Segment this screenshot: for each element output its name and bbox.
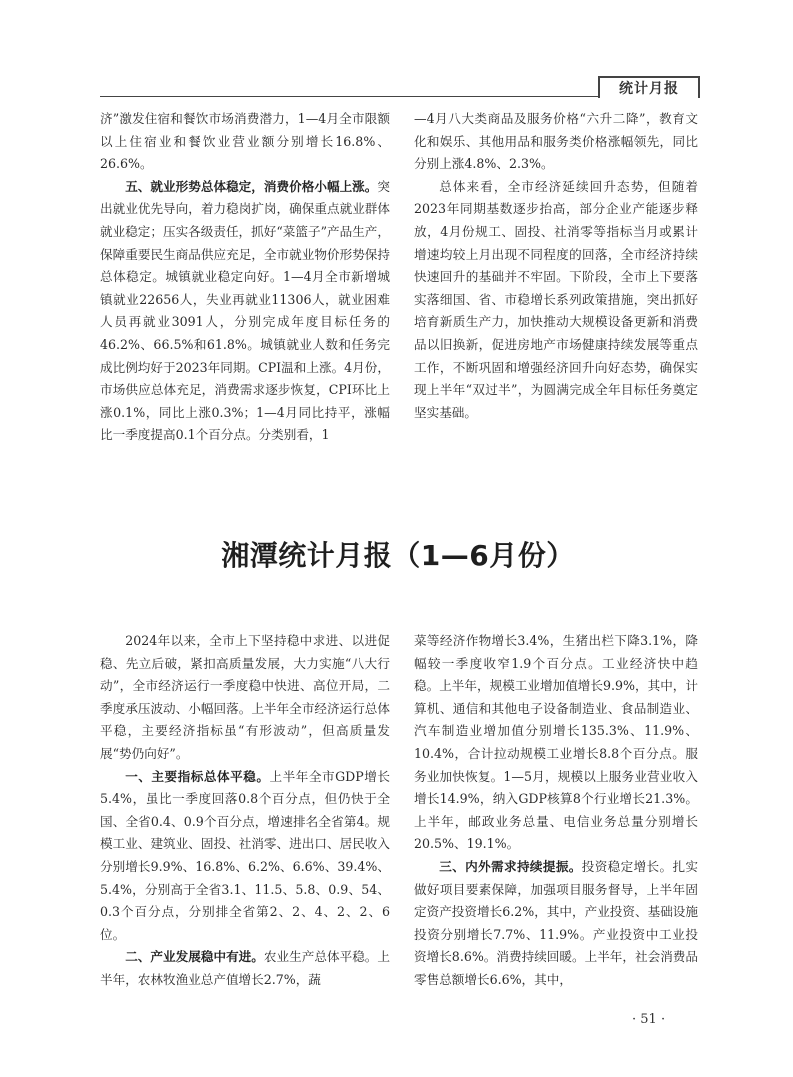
paragraph (414, 108, 698, 176)
bottom-left-column (100, 630, 390, 992)
paragraph (100, 630, 390, 766)
paragraph (414, 856, 698, 992)
paragraph-text: 农业生产总体平稳。上半年，农林牧渔业总产值增长2.7%，蔬 (100, 949, 391, 987)
top-right-column (414, 108, 698, 424)
page-number: · 51 · (632, 1012, 666, 1027)
section-heading: 五、就业形势总体稳定，消费价格小幅上涨。 (125, 178, 378, 194)
top-left-column (100, 108, 390, 447)
paragraph-text: 总体来看，全市经济延续回升态势，但随着2023年同期基数逐步抬高，部分企业产能逐步释放，4月份规工、固投、社消零等指标当月或累计增速均较上月出现不同程度的回落，全市经济持续快速回升的基础并不牢固。下阶段，全市上下要落实落细国、省、市稳增长系列政策措施，突出抓好培育新质生产力，加快推动大规模设备更新和消费品以旧换新，促进房地产市场健康持续发展等重点工作，不断巩固和增强经济回升向好态势，确保实现上半年“双过半”，为圆满完成全年目标任务奠定坚实基础。 (414, 178, 698, 420)
section-heading: 三、内外需求持续提振。 (439, 858, 582, 874)
paragraph (100, 946, 390, 991)
paragraph-text: 突出就业优先导向，着力稳岗扩岗，确保重点就业群体就业稳定；压实各级责任，抓好“菜篮子”产品生产，保障重要民生商品供应充足，全市就业物价形势保持总体稳定。城镇就业稳定向好。1—4月全市新增城镇就业22656人，失业再就业11306人，就业困难人员再就业3091人，分别完成年度目标任务的46.2%、66.5%和61.8%。城镇就业人数和任务完成比例均好于2023年同期。CPI温和上涨。4月份，市场供应总体充足，消费需求逐步恢复，CPI环比上涨0.1%，同比上涨0.3%；1—4月同比持平，涨幅比一季度提高0.1个百分点。分类别看，1 (100, 178, 390, 443)
paragraph (100, 176, 390, 447)
section-heading: 一、主要指标总体平稳。 (125, 768, 270, 784)
paragraph-text: 投资稳定增长。扎实做好项目要素保障，加强项目服务督导，上半年固定资产投资增长6.2%，其中，产业投资、基础设施投资分别增长7.7%、11.9%。产业投资中工业投资增长8.6%。消费持续回暖。上半年，社会消费品零售总额增长6.6%，其中， (414, 858, 699, 987)
section-label: 统计月报 (598, 76, 700, 98)
paragraph-text: 济”激发住宿和餐饮市场消费潜力，1—4月全市限额以上住宿业和餐饮业营业额分别增长16.8%、26.6%。 (100, 111, 390, 172)
paragraph-text: 菜等经济作物增长3.4%，生猪出栏下降3.1%，降幅较一季度收窄1.9个百分点。工业经济快中趋稳。上半年，规模工业增加值增长9.9%，其中，计算机、通信和其他电子设备制造业、食品制造业、汽车制造业增加值分别增长135.3%、11.9%、10.4%，合计拉动规模工业增长8.8个百分点。服务业加快恢复。1—5月，规模以上服务业营业收入增长14.9%，纳入GDP核算8个行业增长21.3%。上半年，邮政业务总量、电信业务总量分别增长20.5%、19.1%。 (414, 633, 698, 852)
paragraph (414, 176, 698, 425)
paragraph (100, 766, 390, 947)
paragraph-text: 2024年以来，全市上下坚持稳中求进、以进促稳、先立后破，紧扣高质量发展，大力实施“八大行动”，全市经济运行一季度稳中快进、高位开局，二季度承压波动、小幅回落。上半年全市经济运行总体平稳，主要经济指标虽“有形波动”，但高质量发展“势仍向好”。 (100, 633, 390, 761)
bottom-right-column (414, 630, 698, 992)
paragraph (414, 630, 698, 856)
section-heading: 二、产业发展稳中有进。 (125, 949, 264, 965)
paragraph-text: —4月八大类商品及服务价格“六升二降”，教育文化和娱乐、其他用品和服务类价格涨幅领先，同比分别上涨4.8%、2.3%。 (414, 111, 698, 172)
article-title: 湘潭统计月报（1—6月份） (221, 539, 575, 572)
paragraph (100, 108, 390, 176)
paragraph-text: 上半年全市GDP增长5.4%，虽比一季度回落0.8个百分点，但仍快于全国、全省0.4、0.9个百分点，增速排名全省第4。规模工业、建筑业、固投、社消零、进出口、居民收入分别增长9.9%、16.8%、6.2%、6.6%、39.4%、5.4%，分别高于全省3.1、11.5、5.8、0.9、54、0.3个百分点，分别排全省第2、2、4、2、2、6位。 (100, 768, 390, 942)
